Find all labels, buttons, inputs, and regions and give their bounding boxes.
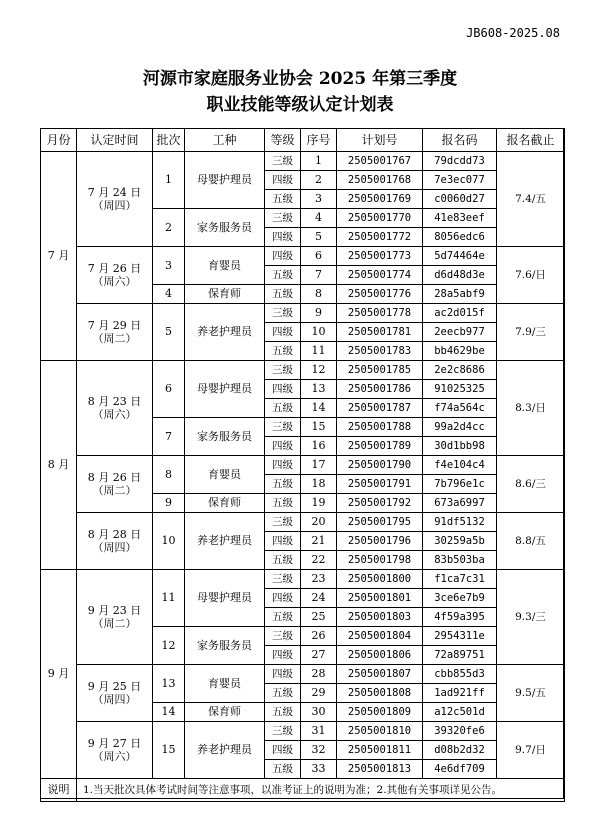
level-cell: 四级 [265,589,301,608]
header-batch: 批次 [153,129,185,152]
registration-code-cell: 30d1bb98 [423,437,497,456]
level-cell: 四级 [265,380,301,399]
batch-cell: 10 [153,513,185,570]
plan-number-cell: 2505001798 [337,551,423,570]
batch-cell: 9 [153,494,185,513]
registration-code-cell: 28a5abf9 [423,285,497,304]
batch-cell: 5 [153,304,185,361]
seq-cell: 28 [301,665,337,684]
level-cell: 五级 [265,494,301,513]
registration-code-cell: 72a89751 [423,646,497,665]
level-cell: 五级 [265,684,301,703]
level-cell: 三级 [265,627,301,646]
level-cell: 三级 [265,513,301,532]
registration-code-cell: ac2d015f [423,304,497,323]
level-cell: 五级 [265,551,301,570]
weekday-text: （周四） [92,541,137,554]
deadline-cell: 9.7/日 [497,722,565,779]
deadline-cell: 9.3/三 [497,570,565,665]
seq-cell: 19 [301,494,337,513]
level-cell: 三级 [265,152,301,171]
batch-cell: 11 [153,570,185,627]
deadline-cell: 8.8/五 [497,513,565,570]
seq-cell: 14 [301,399,337,418]
job-cell: 养老护理员 [185,513,265,570]
plan-number-cell: 2505001767 [337,152,423,171]
weekday-text: （周四） [92,199,137,212]
registration-code-cell: 99a2d4cc [423,418,497,437]
plan-number-cell: 2505001807 [337,665,423,684]
header-plan-number: 计划号 [337,129,423,152]
seq-cell: 18 [301,475,337,494]
level-cell: 四级 [265,741,301,760]
deadline-cell: 9.5/五 [497,665,565,722]
header-month: 月份 [41,129,77,152]
registration-code-cell: 39320fe6 [423,722,497,741]
registration-code-cell: d08b2d32 [423,741,497,760]
job-cell: 保育师 [185,494,265,513]
batch-cell: 6 [153,361,185,418]
job-cell: 保育师 [185,703,265,722]
date-text: 8 月 23 日 [87,394,142,408]
deadline-cell: 8.6/三 [497,456,565,513]
batch-cell: 13 [153,665,185,703]
seq-cell: 30 [301,703,337,722]
level-cell: 四级 [265,228,301,247]
batch-cell: 15 [153,722,185,779]
plan-number-cell: 2505001768 [337,171,423,190]
seq-cell: 8 [301,285,337,304]
plan-number-cell: 2505001791 [337,475,423,494]
job-cell: 母婴护理员 [185,152,265,209]
registration-code-cell: 1ad921ff [423,684,497,703]
seq-cell: 29 [301,684,337,703]
plan-number-cell: 2505001803 [337,608,423,627]
date-cell [77,456,153,513]
registration-code-cell: d6d48d3e [423,266,497,285]
plan-number-cell: 2505001801 [337,589,423,608]
job-cell: 家务服务员 [185,418,265,456]
plan-number-cell: 2505001810 [337,722,423,741]
registration-code-cell: f4e104c4 [423,456,497,475]
plan-number-cell: 2505001772 [337,228,423,247]
table-row [41,456,565,475]
registration-code-cell: f74a564c [423,399,497,418]
level-cell: 五级 [265,266,301,285]
job-cell: 家务服务员 [185,627,265,665]
registration-code-cell: bb4629be [423,342,497,361]
registration-code-cell: 673a6997 [423,494,497,513]
level-cell: 四级 [265,437,301,456]
registration-code-cell: 4f59a395 [423,608,497,627]
header-seq: 序号 [301,129,337,152]
weekday-text: （周六） [92,408,137,421]
seq-cell: 7 [301,266,337,285]
seq-cell: 24 [301,589,337,608]
registration-code-cell: 7e3ec077 [423,171,497,190]
seq-cell: 5 [301,228,337,247]
note-row [41,779,565,802]
level-cell: 四级 [265,247,301,266]
job-cell: 育婴员 [185,665,265,703]
plan-number-cell: 2505001778 [337,304,423,323]
seq-cell: 10 [301,323,337,342]
registration-code-cell: 2954311e [423,627,497,646]
deadline-cell: 7.9/三 [497,304,565,361]
seq-cell: 4 [301,209,337,228]
level-cell: 三级 [265,722,301,741]
plan-number-cell: 2505001776 [337,285,423,304]
date-cell [77,722,153,779]
registration-code-cell: 2eecb977 [423,323,497,342]
batch-cell: 3 [153,247,185,285]
registration-code-cell: f1ca7c31 [423,570,497,589]
level-cell: 五级 [265,399,301,418]
job-cell: 母婴护理员 [185,570,265,627]
registration-code-cell: 30259a5b [423,532,497,551]
seq-cell: 20 [301,513,337,532]
deadline-cell: 7.6/日 [497,247,565,304]
level-cell: 三级 [265,361,301,380]
table-row [41,722,565,741]
table-row [41,304,565,323]
level-cell: 四级 [265,646,301,665]
month-cell: 7 月 [41,152,77,361]
plan-number-cell: 2505001789 [337,437,423,456]
seq-cell: 6 [301,247,337,266]
month-cell: 8 月 [41,361,77,570]
table-row [41,513,565,532]
job-cell: 养老护理员 [185,722,265,779]
header-level: 等级 [265,129,301,152]
batch-cell: 7 [153,418,185,456]
plan-number-cell: 2505001813 [337,760,423,779]
plan-table [40,128,565,802]
registration-code-cell: 91025325 [423,380,497,399]
deadline-cell: 8.3/日 [497,361,565,456]
job-cell: 家务服务员 [185,209,265,247]
seq-cell: 33 [301,760,337,779]
weekday-text: （周四） [92,693,137,706]
seq-cell: 26 [301,627,337,646]
seq-cell: 25 [301,608,337,627]
plan-number-cell: 2505001774 [337,266,423,285]
date-cell [77,665,153,722]
batch-cell: 2 [153,209,185,247]
plan-number-cell: 2505001788 [337,418,423,437]
registration-code-cell: 79dcdd73 [423,152,497,171]
job-cell: 保育师 [185,285,265,304]
date-text: 7 月 24 日 [87,185,142,199]
weekday-text: （周六） [92,275,137,288]
date-text: 7 月 26 日 [87,261,142,275]
plan-number-cell: 2505001781 [337,323,423,342]
weekday-text: （周二） [92,617,137,630]
registration-code-cell: 7b796e1c [423,475,497,494]
batch-cell: 8 [153,456,185,494]
plan-number-cell: 2505001811 [337,741,423,760]
seq-cell: 11 [301,342,337,361]
date-text: 8 月 28 日 [87,527,142,541]
table-row [41,361,565,380]
level-cell: 五级 [265,285,301,304]
seq-cell: 13 [301,380,337,399]
plan-number-cell: 2505001808 [337,684,423,703]
level-cell: 三级 [265,304,301,323]
weekday-text: （周二） [92,484,137,497]
date-cell [77,152,153,247]
level-cell: 三级 [265,209,301,228]
batch-cell: 1 [153,152,185,209]
seq-cell: 16 [301,437,337,456]
plan-number-cell: 2505001806 [337,646,423,665]
seq-cell: 21 [301,532,337,551]
date-cell [77,304,153,361]
registration-code-cell: c0060d27 [423,190,497,209]
registration-code-cell: cbb855d3 [423,665,497,684]
seq-cell: 22 [301,551,337,570]
header-deadline: 报名截止 [497,129,565,152]
job-cell: 母婴护理员 [185,361,265,418]
date-cell [77,570,153,665]
job-cell: 育婴员 [185,247,265,285]
seq-cell: 9 [301,304,337,323]
table-row [41,665,565,684]
registration-code-cell: 91df5132 [423,513,497,532]
plan-number-cell: 2505001804 [337,627,423,646]
note-label: 说明 [41,779,77,802]
level-cell: 四级 [265,665,301,684]
job-cell: 育婴员 [185,456,265,494]
level-cell: 三级 [265,570,301,589]
level-cell: 四级 [265,456,301,475]
month-cell: 9 月 [41,570,77,779]
plan-number-cell: 2505001786 [337,380,423,399]
table-row [41,152,565,171]
date-text: 9 月 27 日 [87,736,142,750]
date-text: 7 月 29 日 [87,318,142,332]
header-job: 工种 [185,129,265,152]
plan-number-cell: 2505001770 [337,209,423,228]
header-registration-code: 报名码 [423,129,497,152]
level-cell: 三级 [265,418,301,437]
registration-code-cell: 4e6df709 [423,760,497,779]
seq-cell: 3 [301,190,337,209]
page-title: 河源市家庭服务业协会 2025 年第三季度 [142,69,458,89]
plan-number-cell: 2505001796 [337,532,423,551]
registration-code-cell: 8056edc6 [423,228,497,247]
plan-number-cell: 2505001792 [337,494,423,513]
table-header-row [41,129,565,152]
date-cell [77,247,153,304]
plan-number-cell: 2505001785 [337,361,423,380]
weekday-text: （周六） [92,750,137,763]
batch-cell: 4 [153,285,185,304]
registration-code-cell: 83b503ba [423,551,497,570]
level-cell: 五级 [265,475,301,494]
level-cell: 五级 [265,760,301,779]
date-text: 8 月 26 日 [87,470,142,484]
registration-code-cell: 5d74464e [423,247,497,266]
plan-number-cell: 2505001783 [337,342,423,361]
seq-cell: 32 [301,741,337,760]
plan-number-cell: 2505001773 [337,247,423,266]
header-date: 认定时间 [77,129,153,152]
note-text: 1.当天批次具体考试时间等注意事项，以准考证上的说明为准；2.其他有关事项详见公告。 [77,779,565,802]
level-cell: 四级 [265,323,301,342]
batch-cell: 14 [153,703,185,722]
batch-cell: 12 [153,627,185,665]
level-cell: 四级 [265,532,301,551]
plan-number-cell: 2505001787 [337,399,423,418]
seq-cell: 1 [301,152,337,171]
table-row [41,570,565,589]
seq-cell: 17 [301,456,337,475]
job-cell: 养老护理员 [185,304,265,361]
seq-cell: 27 [301,646,337,665]
registration-code-cell: 41e83eef [423,209,497,228]
level-cell: 五级 [265,703,301,722]
plan-number-cell: 2505001790 [337,456,423,475]
seq-cell: 23 [301,570,337,589]
seq-cell: 12 [301,361,337,380]
registration-code-cell: 3ce6e7b9 [423,589,497,608]
seq-cell: 2 [301,171,337,190]
plan-number-cell: 2505001809 [337,703,423,722]
level-cell: 五级 [265,190,301,209]
level-cell: 五级 [265,608,301,627]
plan-number-cell: 2505001800 [337,570,423,589]
date-text: 9 月 25 日 [87,679,142,693]
date-text: 9 月 23 日 [87,603,142,617]
plan-number-cell: 2505001795 [337,513,423,532]
document-code: JB608-2025.08 [466,26,560,40]
deadline-cell: 7.4/五 [497,152,565,247]
seq-cell: 15 [301,418,337,437]
registration-code-cell: 2e2c8686 [423,361,497,380]
date-cell [77,513,153,570]
weekday-text: （周二） [92,332,137,345]
registration-code-cell: a12c501d [423,703,497,722]
seq-cell: 31 [301,722,337,741]
table-row [41,247,565,266]
level-cell: 五级 [265,342,301,361]
date-cell [77,361,153,456]
plan-number-cell: 2505001769 [337,190,423,209]
level-cell: 四级 [265,171,301,190]
page-subtitle: 职业技能等级认定计划表 [206,95,394,115]
